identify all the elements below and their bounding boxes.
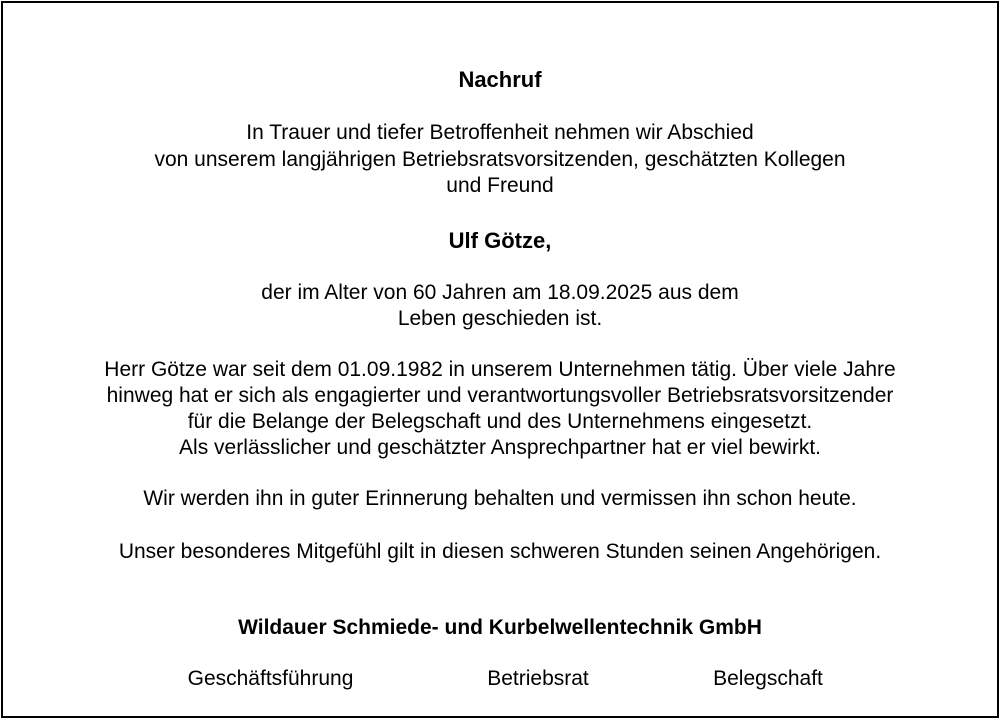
career-line-2: hinweg hat er sich als engagierter und verantwortungsvoller Betriebsratsvorsitzender: [106, 384, 894, 407]
death-line-2: Leben geschieden ist.: [397, 307, 603, 330]
obituary-frame: [1, 1, 999, 718]
signer-management: Geschäftsführung: [187, 667, 354, 690]
memory-text: Wir werden ihn in guter Erinnerung behalten und vermissen ihn schon heute.: [143, 487, 857, 510]
intro-line-3: und Freund: [446, 174, 554, 197]
career-line-3: für die Belange der Belegschaft und des Unternehmens eingesetzt.: [187, 410, 813, 433]
signer-works-council: Betriebsrat: [487, 667, 589, 690]
sympathy-text: Unser besonderes Mitgefühl gilt in diesen schweren Stunden seinen Angehörigen.: [118, 540, 882, 563]
signers-row: [3, 666, 997, 692]
deceased-name: Ulf Götze,: [448, 228, 552, 253]
career-line-4: Als verlässlicher und geschätzter Ansprechpartner hat er viel bewirkt.: [179, 436, 821, 459]
obituary-heading: Nachruf: [458, 67, 542, 92]
company-name: Wildauer Schmiede- und Kurbelwellentechnik GmbH: [238, 616, 762, 639]
death-line-1: der im Alter von 60 Jahren am 18.09.2025 aus dem: [261, 281, 739, 304]
intro-line-2: von unserem langjährigen Betriebsratsvorsitzenden, geschätzten Kollegen: [154, 148, 846, 171]
intro-line-1: In Trauer und tiefer Betroffenheit nehmen wir Abschied: [246, 121, 754, 144]
career-line-1: Herr Götze war seit dem 01.09.1982 in unserem Unternehmen tätig. Über viele Jahre: [104, 358, 896, 381]
signer-staff: Belegschaft: [713, 667, 823, 690]
